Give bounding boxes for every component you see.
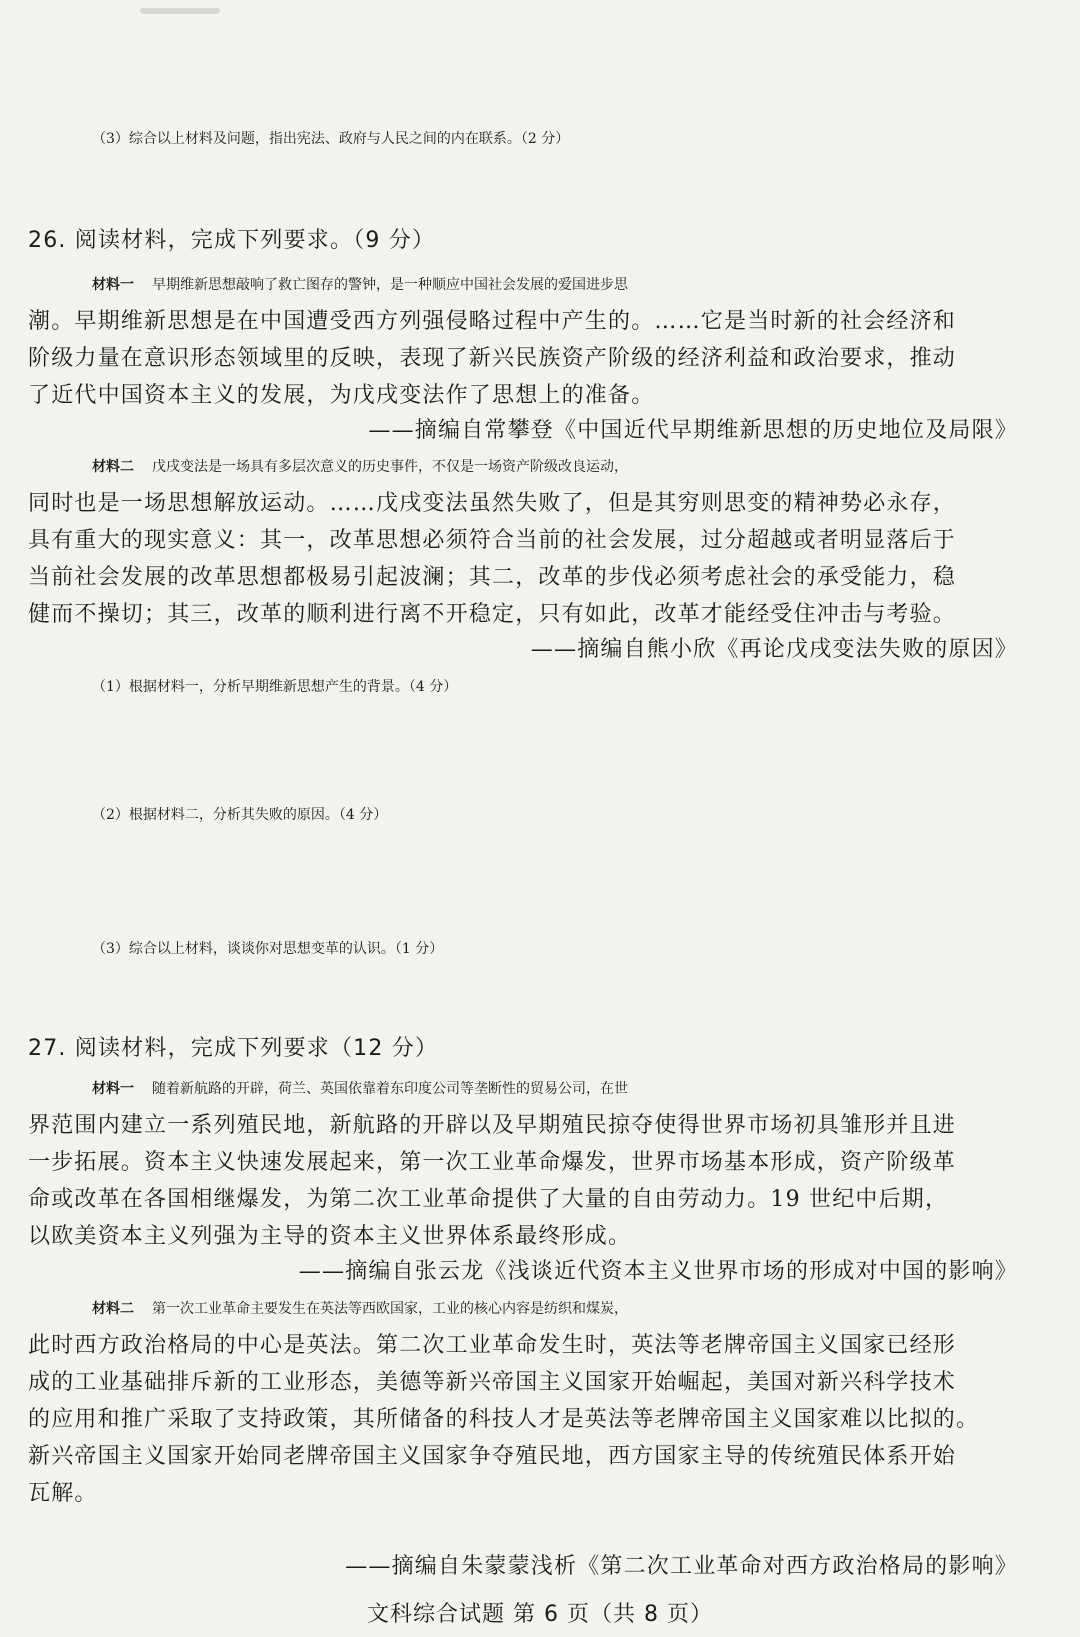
q27-m1-text-2: 一步拓展。资本主义快速发展起来，第一次工业革命爆发，世界市场基本形成，资产阶级革 [28, 1150, 957, 1175]
q26-m1-text-0: 早期维新思想敲响了救亡图存的警钟，是一种顺应中国社会发展的爱国进步思 [152, 277, 628, 293]
q27-m1-text-0: 随着新航路的开辟，荷兰、英国依靠着东印度公司等垄断性的贸易公司，在世 [152, 1081, 628, 1097]
q27-material1-label: 材料一 [92, 1081, 134, 1097]
q27-m1-text-4: 以欧美资本主义列强为主导的资本主义世界体系最终形成。 [28, 1224, 632, 1249]
q25-part3: （3）综合以上材料及问题，指出宪法、政府与人民之间的内在联系。（2 分） [92, 131, 570, 147]
q27-m2-text-1: 此时西方政治格局的中心是英法。第二次工业革命发生时，英法等老牌帝国主义国家已经形 [28, 1333, 957, 1358]
q26-m2-text-2: 具有重大的现实意义：其一，改革思想必须符合当前的社会发展，过分超越或者明显落后于 [28, 528, 957, 553]
q26-part1: （1）根据材料一，分析早期维新思想产生的背景。（4 分） [92, 679, 458, 695]
q27-m1-text-1: 界范围内建立一系列殖民地，新航路的开辟以及早期殖民掠夺使得世界市场初具雏形并且进 [28, 1113, 957, 1138]
q27-m2-text-5: 瓦解。 [28, 1481, 98, 1506]
q26-heading: 26. 阅读材料，完成下列要求。（9 分） [28, 228, 436, 253]
q26-m2-text-4: 健而不操切；其三，改革的顺利进行离不开稳定，只有如此，改革才能经受住冲击与考验。 [28, 602, 957, 627]
q27-material2-source: ——摘编自朱蒙蒙浅析《第二次工业革命对西方政治格局的影响》 [345, 1554, 1018, 1579]
q26-material1-source: ——摘编自常攀登《中国近代早期维新思想的历史地位及局限》 [368, 418, 1018, 443]
scan-smudge [140, 8, 220, 14]
q27-m2-text-4: 新兴帝国主义国家开始同老牌帝国主义国家争夺殖民地，西方国家主导的传统殖民体系开始 [28, 1444, 957, 1469]
q26-part2: （2）根据材料二，分析其失败的原因。（4 分） [92, 807, 388, 823]
q27-material1-line1 [92, 1072, 1080, 1106]
q26-material1-label: 材料一 [92, 277, 134, 293]
q26-m1-text-3: 了近代中国资本主义的发展，为戊戌变法作了思想上的准备。 [28, 383, 655, 408]
q26-part3: （3）综合以上材料，谈谈你对思想变革的认识。（1 分） [92, 941, 444, 957]
q27-m2-text-2: 成的工业基础排斥新的工业形态，美德等新兴帝国主义国家开始崛起，美国对新兴科学技术 [28, 1370, 957, 1395]
q26-material1-line1 [92, 268, 1080, 302]
q27-material1-source: ——摘编自张云龙《浅谈近代资本主义世界市场的形成对中国的影响》 [298, 1259, 1018, 1284]
q26-material2-line1 [92, 450, 1080, 484]
q26-m2-text-3: 当前社会发展的改革思想都极易引起波澜；其二，改革的步伐必须考虑社会的承受能力，稳 [28, 565, 957, 590]
q27-heading: 27. 阅读材料，完成下列要求（12 分） [28, 1036, 439, 1061]
q27-material2-label: 材料二 [92, 1301, 134, 1317]
q26-m1-text-2: 阶级力量在意识形态领域里的反映，表现了新兴民族资产阶级的经济利益和政治要求，推动 [28, 346, 957, 371]
q26-m2-text-0: 戊戌变法是一场具有多层次意义的历史事件，不仅是一场资产阶级改良运动， [152, 459, 628, 475]
q26-m2-text-1: 同时也是一场思想解放运动。……戊戌变法虽然失败了，但是其穷则思变的精神势必永存， [28, 491, 957, 516]
page-footer: 文科综合试题 第 6 页（共 8 页） [367, 1602, 713, 1627]
q27-m2-text-0: 第一次工业革命主要发生在英法等西欧国家，工业的核心内容是纺织和煤炭， [152, 1301, 628, 1317]
q26-material2-source: ——摘编自熊小欣《再论戊戌变法失败的原因》 [530, 637, 1018, 662]
q27-material2-line1 [92, 1292, 1080, 1326]
q27-m2-text-3: 的应用和推广采取了支持政策，其所储备的科技人才是英法等老牌帝国主义国家难以比拟的。 [28, 1407, 980, 1432]
q27-m1-text-3: 命或改革在各国相继爆发，为第二次工业革命提供了大量的自由劳动力。19 世纪中后期， [28, 1187, 949, 1212]
q26-material2-label: 材料二 [92, 459, 134, 475]
q26-m1-text-1: 潮。早期维新思想是在中国遭受西方列强侵略过程中产生的。……它是当时新的社会经济和 [28, 309, 957, 334]
